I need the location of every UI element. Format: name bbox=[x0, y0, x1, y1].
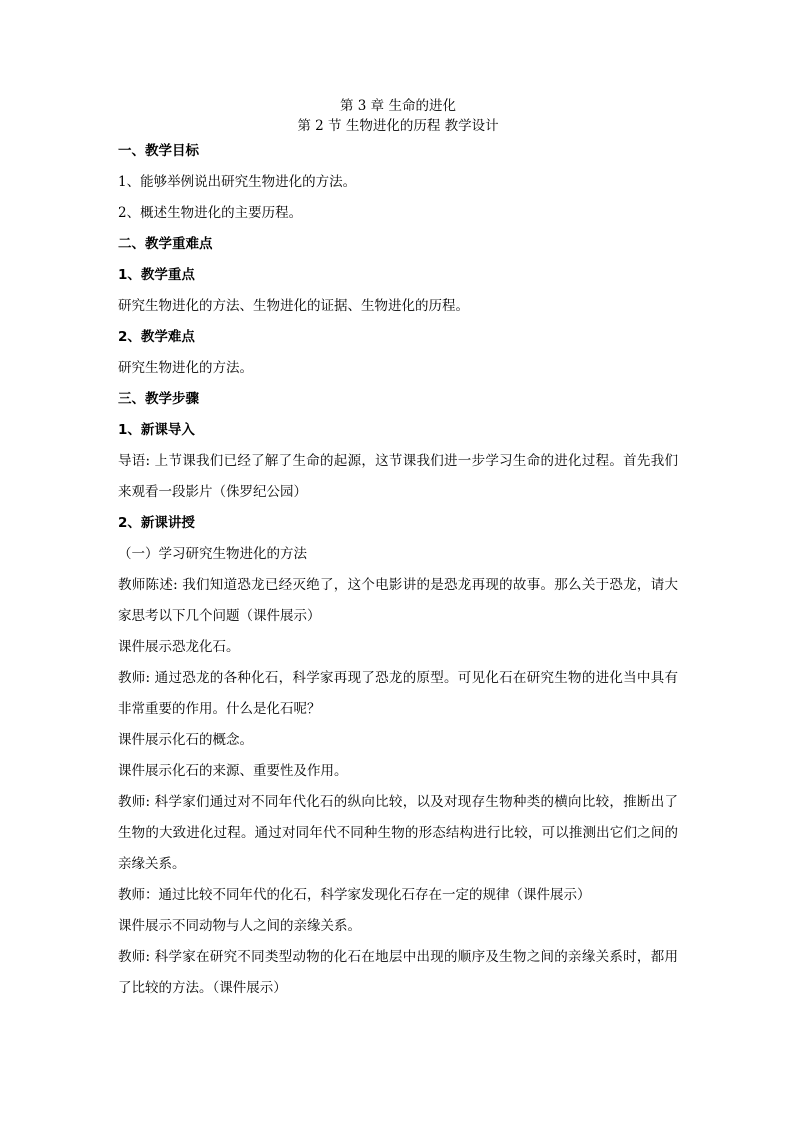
body-paragraph: 教师: 科学家在研究不同类型动物的化石在地层中出现的顺序及生物之间的亲缘关系时，都用了比较的方法。（课件展示） bbox=[118, 949, 678, 996]
section-heading: 二、教学重难点 bbox=[118, 236, 213, 252]
section-heading: 1、教学重点 bbox=[118, 267, 195, 283]
body-paragraph: 教师: 通过恐龙的各种化石，科学家再现了恐龙的原型。可见化石在研究生物的进化当中具有非常重要的作用。什么是化石呢？ bbox=[118, 670, 678, 717]
body-paragraph: 研究生物进化的方法、生物进化的证据、生物进化的历程。 bbox=[118, 298, 469, 314]
document-body bbox=[118, 136, 678, 1004]
section-heading: 一、教学目标 bbox=[118, 143, 199, 159]
section-heading: 2、教学难点 bbox=[118, 329, 195, 345]
body-paragraph: 导语: 上节课我们已经了解了生命的起源，这节课我们进一步学习生命的进化过程。首先我们来观看一段影片（侏罗纪公园） bbox=[118, 453, 678, 500]
body-paragraph: 1、能够举例说出研究生物进化的方法。 bbox=[118, 174, 357, 190]
section-heading: 2、新课讲授 bbox=[118, 515, 195, 531]
body-paragraph: 课件展示化石的概念。 bbox=[118, 732, 253, 748]
body-paragraph: 2、概述生物进化的主要历程。 bbox=[118, 205, 303, 221]
body-paragraph: 课件展示恐龙化石。 bbox=[118, 639, 240, 655]
body-paragraph: 教师: 科学家们通过对不同年代化石的纵向比较，以及对现存生物种类的横向比较，推断出了生物的大致进化过程。通过对同年代不同种生物的形态结构进行比较，可以推测出它们之间的亲缘关系。 bbox=[118, 794, 678, 872]
body-paragraph: （一）学习研究生物进化的方法 bbox=[118, 546, 307, 562]
body-paragraph: 课件展示化石的来源、重要性及作用。 bbox=[118, 763, 348, 779]
section-heading: 1、新课导入 bbox=[118, 422, 195, 438]
body-paragraph: 课件展示不同动物与人之间的亲缘关系。 bbox=[118, 918, 361, 934]
body-paragraph: 研究生物进化的方法。 bbox=[118, 360, 253, 376]
document-page bbox=[118, 96, 678, 1004]
section-heading: 三、教学步骤 bbox=[118, 391, 199, 407]
body-paragraph: 教师陈述: 我们知道恐龙已经灭绝了，这个电影讲的是恐龙再现的故事。那么关于恐龙，请大家思考以下几个问题（课件展示） bbox=[118, 577, 678, 624]
body-paragraph: 教师：通过比较不同年代的化石，科学家发现化石存在一定的规律（课件展示） bbox=[118, 887, 591, 903]
chapter-title: 第 3 章 生命的进化 bbox=[340, 98, 456, 114]
section-title: 第 2 节 生物进化的历程 教学设计 bbox=[297, 118, 499, 134]
